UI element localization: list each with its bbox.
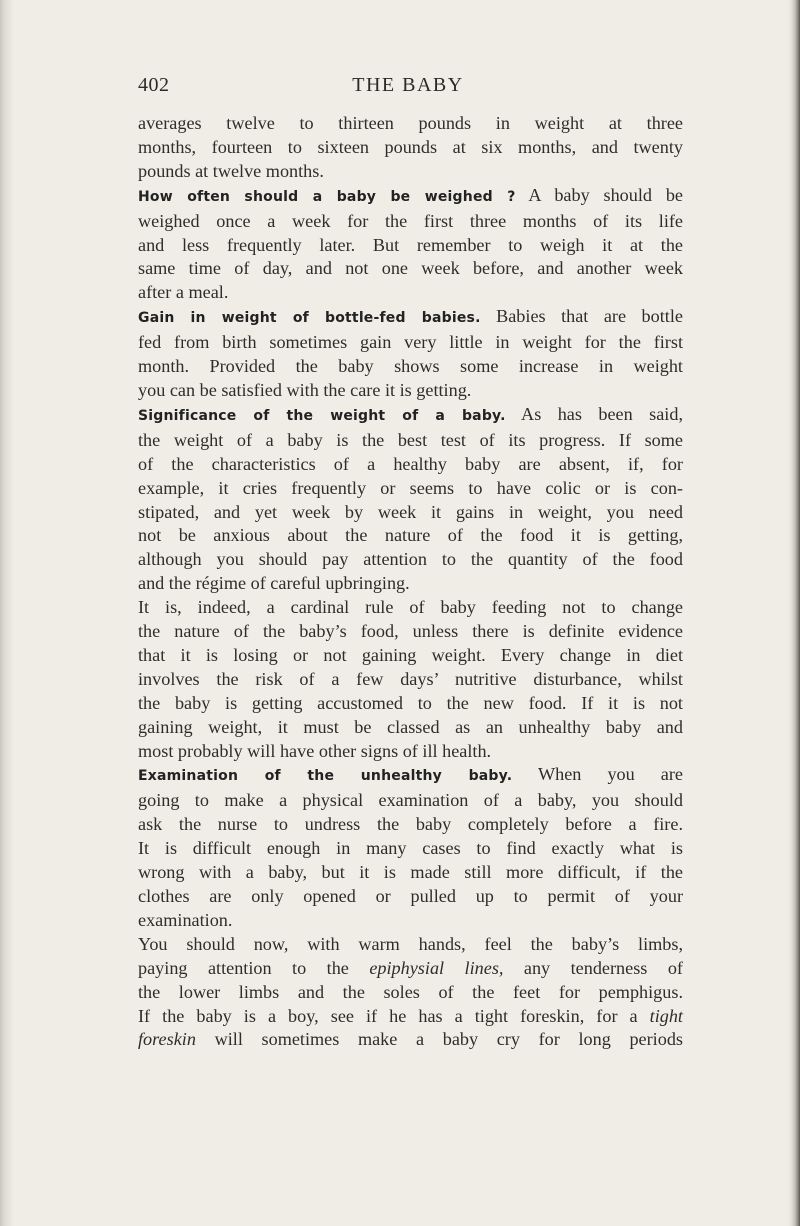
text-run: It is difficult enough in many cases to find exactly what is (138, 838, 683, 859)
text-line (138, 355, 683, 379)
text-run: ask the nurse to undress the baby completely before a fire. (138, 814, 683, 835)
text-line (138, 453, 683, 477)
text-run: not be anxious about the nature of the food it is getting, (138, 525, 683, 546)
text-run: of the characteristics of a healthy baby are absent, if, for (138, 453, 683, 474)
text-run: that it is losing or not gaining weight. Every change in diet (138, 644, 683, 665)
text-run: the weight of a baby is the best test of its progress. If some (138, 429, 683, 450)
text-run: same time of day, and not one week before, and another week (138, 258, 683, 279)
text-line (138, 305, 683, 331)
text-line (138, 112, 683, 136)
text-line (138, 837, 683, 861)
running-title: THE BABY (352, 74, 464, 96)
text-run: any tenderness of (503, 957, 683, 978)
text-line (138, 524, 683, 548)
text-line (138, 572, 683, 596)
page-number: 402 (138, 74, 170, 96)
text-line (138, 740, 683, 764)
text-line (138, 136, 683, 160)
text-line (138, 813, 683, 837)
text-run: As has been said, (505, 403, 683, 424)
text-run: and the régime of careful upbringing. (138, 573, 410, 594)
section-heading: Significance of the weight of a baby. (138, 407, 506, 424)
text-run: wrong with a baby, but it is made still more difficult, if the (138, 862, 683, 883)
text-run: A baby should be (515, 184, 684, 205)
text-line (138, 548, 683, 572)
text-run: most probably will have other signs of ill health. (138, 740, 492, 761)
text-line (138, 957, 683, 981)
text-run: If the baby is a boy, see if he has a tight foreskin, for a (138, 1005, 650, 1026)
text-line (138, 596, 683, 620)
text-line (138, 281, 683, 305)
text-line (138, 501, 683, 525)
text-run: the nature of the baby’s food, unless there is definite evidence (138, 621, 683, 642)
text-run: month. Provided the baby shows some increase in weight (138, 356, 683, 377)
text-line (138, 668, 683, 692)
text-run: examination. (138, 909, 233, 930)
section-heading: Gain in weight of bottle-fed babies. (138, 310, 481, 327)
text-line (138, 1005, 683, 1029)
text-line (138, 909, 683, 933)
text-run: fed from birth sometimes gain very little in weight for the first (138, 332, 683, 353)
text-line (138, 403, 683, 429)
text-run: after a meal. (138, 282, 229, 303)
text-run: When you are (512, 764, 683, 785)
italic-term: foreskin (138, 1029, 196, 1050)
body-text (138, 112, 683, 1052)
text-run: You should now, with warm hands, feel the baby’s limbs, (138, 933, 683, 954)
text-run: weighed once a week for the first three months of its life (138, 210, 683, 231)
text-line (138, 644, 683, 668)
text-line (138, 885, 683, 909)
page-header (138, 74, 678, 104)
text-run: months, fourteen to sixteen pounds at six months, and twenty (138, 136, 683, 157)
text-line (138, 692, 683, 716)
text-line (138, 234, 683, 258)
text-line (138, 763, 683, 789)
text-run: and less frequently later. But remember to weigh it at the (138, 234, 683, 255)
text-line (138, 379, 683, 403)
text-line (138, 257, 683, 281)
text-run: you can be satisfied with the care it is getting. (138, 379, 472, 400)
page-right-edge (788, 0, 800, 1226)
text-line (138, 789, 683, 813)
text-run: although you should pay attention to the quantity of the food (138, 549, 683, 570)
text-line (138, 981, 683, 1005)
text-run: involves the risk of a few days’ nutritive disturbance, whilst (138, 668, 683, 689)
text-run: will sometimes make a baby cry for long periods (195, 1029, 683, 1050)
text-line (138, 716, 683, 740)
text-run: averages twelve to thirteen pounds in weight at three (138, 113, 683, 133)
text-run: clothes are only opened or pulled up to permit of your (138, 886, 683, 906)
italic-term: epiphysial lines, (369, 957, 504, 978)
text-line (138, 1028, 683, 1052)
italic-term: tight (649, 1005, 683, 1026)
text-run: pounds at twelve months. (138, 160, 324, 181)
text-run: the lower limbs and the soles of the feet for pemphigus. (138, 981, 683, 1002)
text-line (138, 184, 683, 210)
section-heading: How often should a baby be weighed ? (138, 188, 516, 205)
text-run: It is, indeed, a cardinal rule of baby feeding not to change (138, 597, 683, 618)
text-run: stipated, and yet week by week it gains in weight, you need (138, 501, 683, 522)
text-line (138, 429, 683, 453)
text-line (138, 160, 683, 184)
text-run: example, it cries frequently or seems to have colic or is con- (138, 477, 683, 498)
text-line (138, 331, 683, 355)
text-run: going to make a physical examination of a baby, you should (138, 790, 683, 811)
text-line (138, 620, 683, 644)
text-run: gaining weight, it must be classed as an unhealthy baby and (138, 716, 683, 737)
text-run: paying attention to the (138, 957, 370, 978)
text-line (138, 861, 683, 885)
text-line (138, 210, 683, 234)
text-run: the baby is getting accustomed to the new food. If it is not (138, 692, 683, 713)
text-run: Babies that are bottle (480, 306, 683, 327)
text-line (138, 933, 683, 957)
text-line (138, 477, 683, 501)
page-left-edge (0, 0, 14, 1226)
section-heading: Examination of the unhealthy baby. (138, 768, 513, 785)
